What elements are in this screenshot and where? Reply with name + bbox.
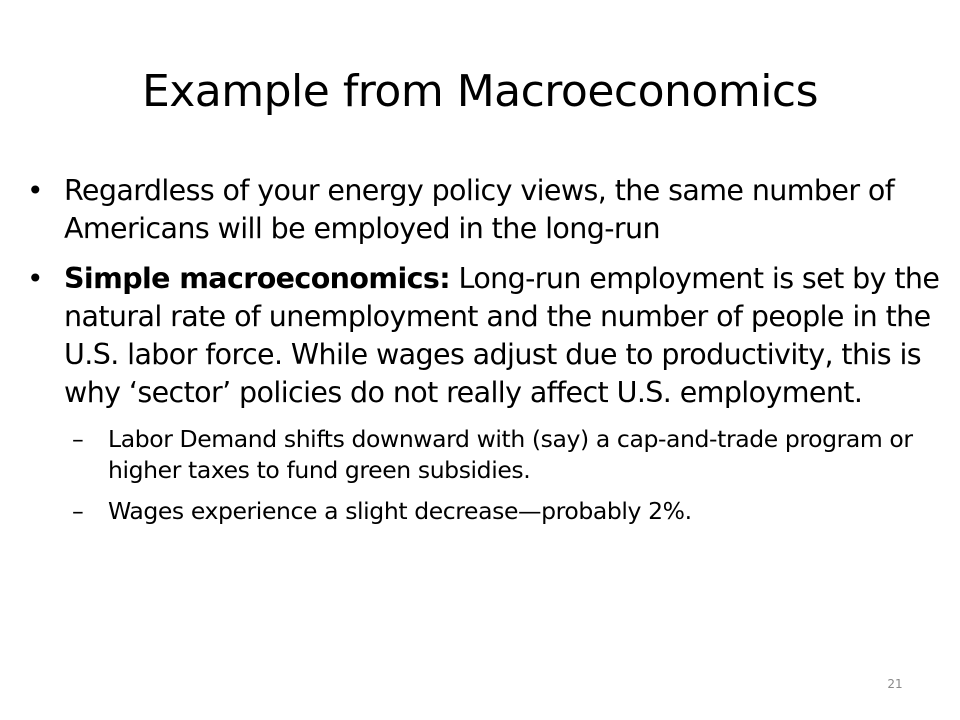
slide-body	[24, 172, 944, 537]
sub-bullet-marker: –	[72, 425, 84, 453]
sub-bullet-item	[24, 496, 944, 527]
bullet-marker: •	[27, 174, 43, 207]
sub-bullet-text: Labor Demand shifts downward with (say) a cap-and-trade program or higher taxes to fund green subsidies.	[108, 425, 913, 484]
slide-title: Example from Macroeconomics	[141, 66, 819, 117]
sub-bullet-text: Wages experience a slight decrease—probably 2%.	[108, 497, 692, 525]
bullet-marker: •	[27, 262, 43, 295]
page-number: 21	[887, 677, 903, 691]
sub-bullet-marker: –	[72, 497, 84, 525]
bullet-item	[24, 172, 944, 248]
bullet-bold-lead: Simple macroeconomics:	[64, 262, 451, 295]
bullet-item	[24, 260, 944, 412]
sub-bullet-item	[24, 424, 944, 486]
bullet-text: Regardless of your energy policy views, the same number of Americans will be employed in the long-run	[64, 174, 895, 245]
bullet-text: Long-run employment is set by the natural rate of unemployment and the number of people in the U.S. labor force. While wages adjust due to productivity, this is why ‘sector’ policies do not really affect U.S. employment.	[64, 262, 940, 409]
